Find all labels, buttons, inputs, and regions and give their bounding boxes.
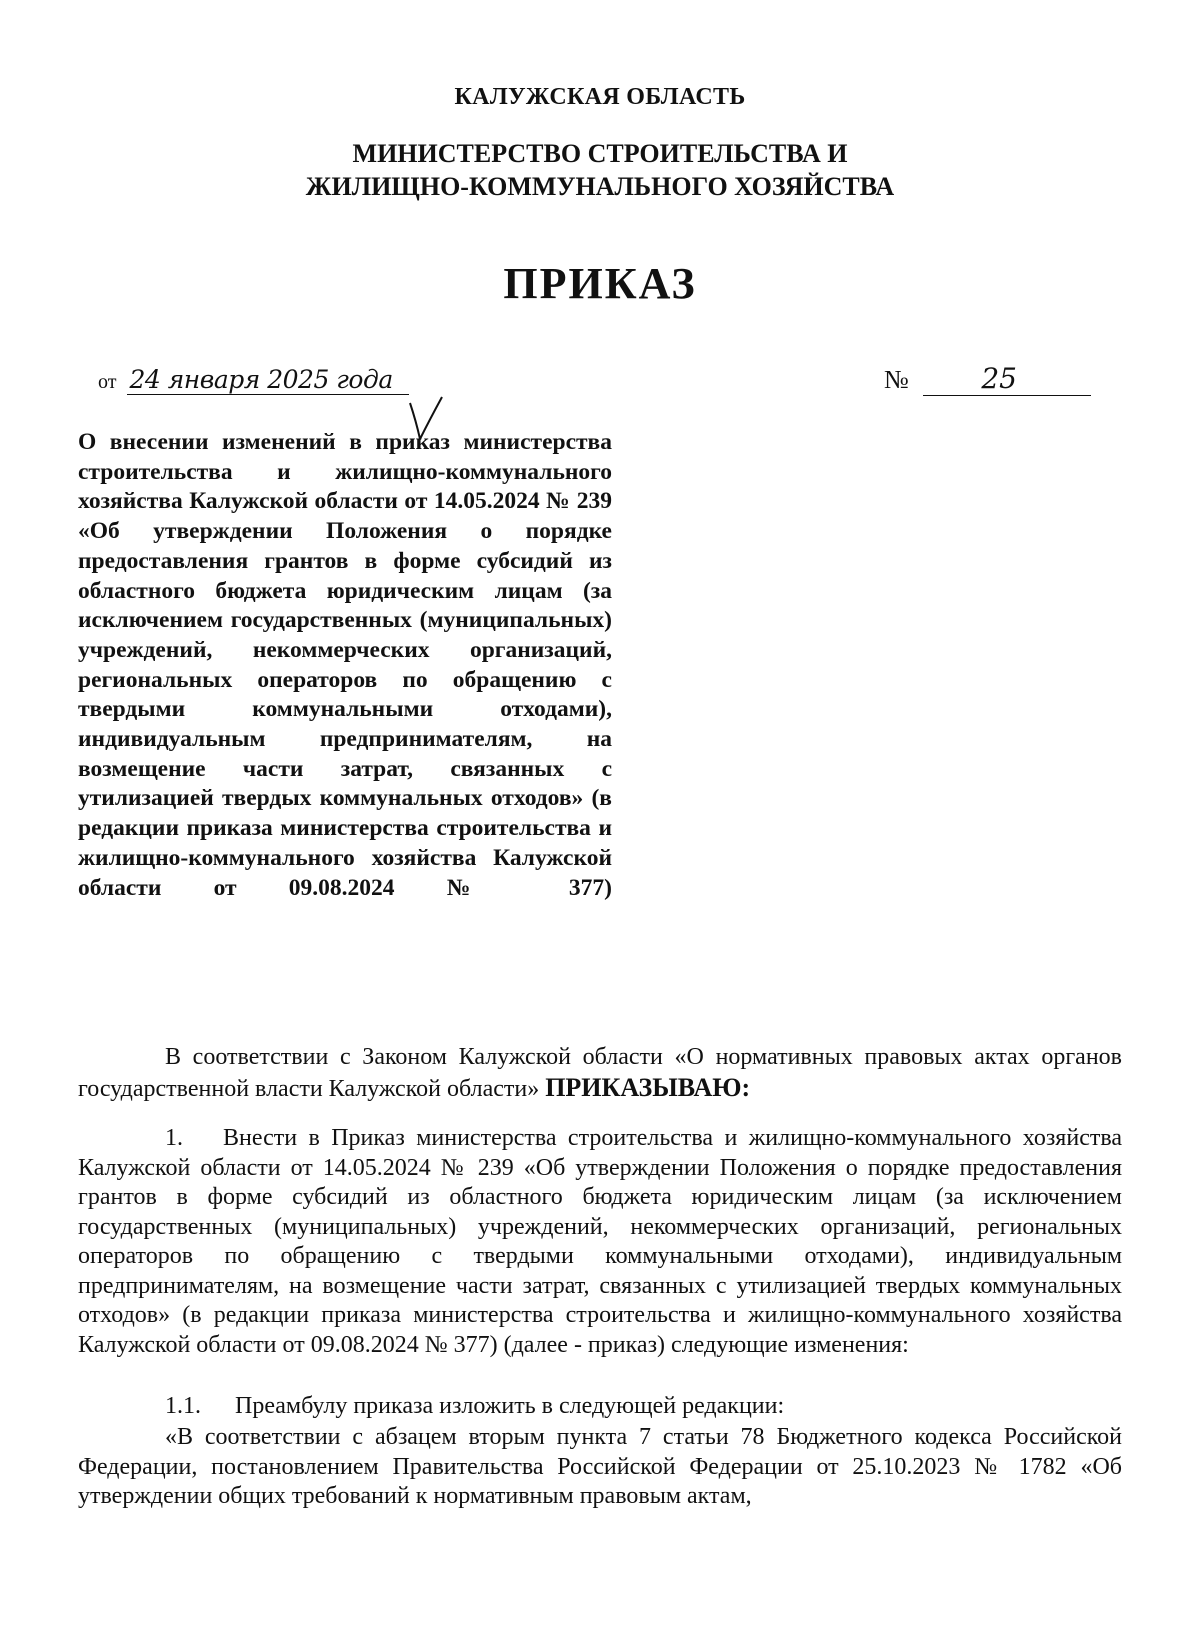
ministry-heading	[0, 137, 1200, 203]
number-sign: №	[884, 365, 909, 394]
preamble-paragraph	[78, 1043, 1122, 1104]
item-1-1-number: 1.1.	[165, 1393, 201, 1419]
date-field	[98, 365, 409, 395]
handwritten-number: 25	[923, 362, 1091, 396]
ministry-heading-line1: МИНИСТЕРСТВО СТРОИТЕЛЬСТВА И	[352, 139, 848, 168]
item-1-number: 1.	[165, 1125, 183, 1151]
ministry-heading-line2: ЖИЛИЩНО-КОММУНАЛЬНОГО ХОЗЯЙСТВА	[305, 172, 895, 201]
handwritten-date: 24 января 2025 года	[127, 365, 408, 395]
item-1-text: Внести в Приказ министерства строительства и жилищно-коммунального хозяйства Калужской области от 14.05.2024 № 239 «Об утверждении Положения о порядке предоставления грантов в форме субсидий из областного бюджета юридическим лицам (за исключением государственных (муниципальных) учреждений, некоммерческих организаций, региональных операторов по обращению с твердыми коммунальными отходами), индивидуальным предпринимателям, на возмещение части затрат, связанных с утилизацией твердых коммунальных отходов» (в редакции приказа министерства строительства и жилищно-коммунального хозяйства Калужской области от 09.08.2024 № 377) (далее - приказ) следующие изменения:	[78, 1125, 1122, 1358]
order-keyword: ПРИКАЗЫВАЮ:	[545, 1072, 751, 1102]
number-field	[884, 362, 1091, 396]
item-1-1-paragraph	[165, 1392, 1122, 1422]
document-title: ПРИКАЗ	[503, 259, 697, 308]
order-subject: О внесении изменений в приказ министерства строительства и жилищно-коммунального хозяйства Калужской области от 14.05.2024 № 239 «Об утверждении Положения о порядке предоставления грантов в форме субсидий из областного бюджета юридическим лицам (за исключением государственных (муниципальных) учреждений, некоммерческих организаций, региональных операторов по обращению с твердыми коммунальными отходами), индивидуальным предпринимателям, на возмещение части затрат, связанных с утилизацией твердых коммунальных отходов» (в редакции приказа министерства строительства и жилищно-коммунального хозяйства Калужской области от 09.08.2024 № 377)	[78, 429, 612, 901]
region-heading: КАЛУЖСКАЯ ОБЛАСТЬ	[454, 84, 746, 110]
preamble-quote-paragraph: «В соответствии с абзацем вторым пункта 7 статьи 78 Бюджетного кодекса Российской Федерации, постановлением Правительства Российской Федерации от 25.10.2023 № 1782 «Об утверждении общих требований к нормативным правовым актам,	[78, 1424, 1122, 1509]
item-1-1-text: Преамбулу приказа изложить в следующей редакции:	[235, 1393, 785, 1419]
item-1-paragraph	[78, 1124, 1122, 1360]
date-prefix: от	[98, 371, 117, 393]
preamble-text: В соответствии с Законом Калужской области «О нормативных правовых актах органов государственной власти Калужской области»	[78, 1044, 1122, 1102]
